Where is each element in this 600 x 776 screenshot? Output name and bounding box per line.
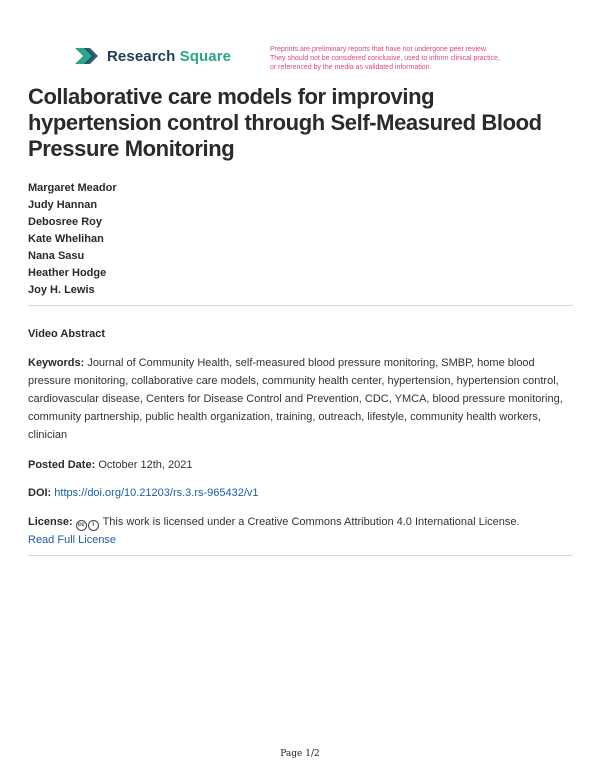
- posted-date-label: Posted Date:: [28, 459, 96, 471]
- author: Margaret Meador: [28, 182, 117, 194]
- author: Joy H. Lewis: [28, 284, 95, 296]
- notice-line-3: or referenced by the media as validated information.: [270, 64, 432, 71]
- page-number: Page 1/2: [280, 749, 320, 759]
- brand-name-part2: Square: [179, 47, 232, 65]
- brand-name-part1: Research: [107, 47, 176, 65]
- author: Judy Hannan: [28, 199, 98, 211]
- read-full-license-link[interactable]: Read Full License: [28, 534, 117, 546]
- keywords: [28, 354, 573, 444]
- doi: [28, 484, 573, 502]
- creative-commons-icon: cc: [76, 520, 87, 531]
- author: Nana Sasu: [28, 250, 85, 262]
- research-square-logo-icon: [75, 46, 101, 66]
- research-square-logo[interactable]: [75, 46, 231, 66]
- paper-title: Collaborative care models for improving hypertension control through Self-Measured Blood Pressure Monitoring: [28, 84, 542, 161]
- article-type: Video Abstract: [28, 328, 106, 340]
- brand-name: [107, 48, 231, 65]
- license-label: License:: [28, 516, 73, 528]
- keywords-text: Journal of Community Health, self-measured blood pressure monitoring, SMBP, home blood pressure monitoring, collaborative care models, community health center, hypertension, hypertension control, cardiovascular disease, Centers for Disease Control and Prevention, CDC, YMCA, blood pressure monitoring, community partnership, public health organization, training, outreach, lifestyle, community health workers, clinician: [28, 357, 563, 441]
- author-list: [28, 180, 117, 299]
- license: [28, 513, 573, 549]
- doi-label: DOI:: [28, 487, 52, 499]
- notice-line-2: They should not be considered conclusive, used to inform clinical practice,: [270, 55, 500, 62]
- doi-link[interactable]: https://doi.org/10.21203/rs.3.rs-965432/v1: [54, 487, 259, 499]
- divider: [28, 305, 573, 306]
- author: Kate Whelihan: [28, 233, 104, 245]
- posted-date: [28, 456, 573, 474]
- preprint-notice: [270, 45, 540, 72]
- notice-line-1: Preprints are preliminary reports that have not undergone peer review.: [270, 46, 488, 53]
- posted-date-value: October 12th, 2021: [98, 459, 193, 471]
- license-text: This work is licensed under a Creative Commons Attribution 4.0 International License.: [102, 516, 520, 528]
- author: Debosree Roy: [28, 216, 102, 228]
- attribution-icon: i: [88, 520, 99, 531]
- author: Heather Hodge: [28, 267, 107, 279]
- divider: [28, 555, 573, 556]
- keywords-label: Keywords:: [28, 357, 85, 369]
